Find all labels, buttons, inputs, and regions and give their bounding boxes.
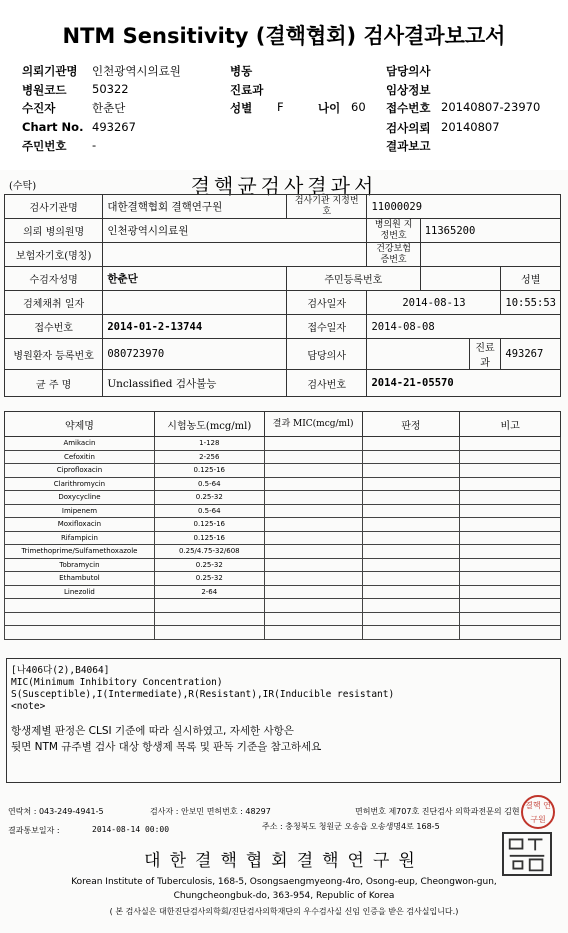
species-label: 균 주 명 [5,370,103,397]
drug-row [5,612,561,626]
patient-name-label: 수검자성명 [5,267,103,291]
drug-table [4,411,561,640]
drug-row [5,572,561,586]
hdr-doctor-label: 담당의사 [386,64,431,78]
insured-value [103,243,367,267]
hospital-label: 의뢰 병의원명 [5,219,103,243]
hdr-chart-value: 493267 [92,120,136,134]
drug-remark [460,599,561,613]
hdr-patient-value: 한춘단 [92,101,126,115]
drug-name: Moxifloxacin [5,518,155,532]
receipt-no-label: 접수번호 [5,315,103,339]
reg-no-value: 080723970 [103,339,287,370]
hdr-rrn-value: - [92,138,97,152]
drug-remark [460,450,561,464]
receipt-no-value: 2014-01-2-13744 [103,315,287,339]
note-reference: 뒷면 NTM 규주별 검사 대상 항생제 목록 및 판독 기준을 참고하세요 [11,741,322,753]
hdr-requester-value: 인천광역시의료원 [92,64,181,78]
drug-mic [264,450,362,464]
drug-remark [460,626,561,640]
drug-remark [460,477,561,491]
drug-range: 0.125-16 [154,531,264,545]
drug-judgement [362,437,460,451]
notes-box [6,658,561,783]
reg-no-label: 병원환자 등록번호 [5,339,103,370]
drug-mic [264,626,362,640]
drug-judgement [362,464,460,478]
note-clsi: 항생제별 판정은 CLSI 기준에 따라 실시하였고, 자세한 사항은 [11,725,294,737]
test-no-label: 검사번호 [286,370,367,397]
lab-no-label: 검사기관 지정번호 [286,195,367,219]
hdr-hospcode-label: 병원코드 [22,83,67,97]
test-time-value: 10:55:53 [501,291,561,315]
certification-note: ( 본 검사실은 대한진단검사의학회/진단검사의학재단의 우수검사실 신임 인증을 받은 검사실입니다.) [109,907,459,916]
drug-judgement [362,558,460,572]
drug-row [5,437,561,451]
drug-name [5,626,155,640]
drug-mic [264,558,362,572]
institute-address-en-2: Chungcheongbuk-do, 363-954, Republic of Korea [173,891,395,901]
drug-row [5,585,561,599]
drug-remark [460,518,561,532]
drug-row [5,518,561,532]
drug-row [5,599,561,613]
rrn-value [420,267,501,291]
drug-range: 0.25-32 [154,491,264,505]
range-col-header: 시험농도(mcg/ml) [154,412,264,437]
drug-row [5,626,561,640]
footer-specialist: 면허번호 제707호 진단검사 의학과전문의 김현 [355,807,520,816]
drug-judgement [362,612,460,626]
drug-mic [264,599,362,613]
drug-judgement [362,572,460,586]
collect-date-value [103,291,287,315]
test-no-value: 2014-21-05570 [367,370,561,397]
drug-mic [264,612,362,626]
lab-name-label: 검사기관명 [5,195,103,219]
drug-mic [264,518,362,532]
drug-judgement [362,518,460,532]
drug-mic [264,572,362,586]
drug-mic [264,531,362,545]
drug-range: 1-128 [154,437,264,451]
hdr-sex-label: 성별 [230,101,253,115]
drug-range: 2-256 [154,450,264,464]
note-code: [나406다(2),B4064] [11,665,110,676]
drug-name: Cefoxitin [5,450,155,464]
drug-remark [460,464,561,478]
drug-mic [264,545,362,559]
drug-row [5,504,561,518]
drug-row [5,545,561,559]
drug-judgement [362,504,460,518]
drug-name: Trimethoprime/Sulfamethoxazole [5,545,155,559]
mic-col-header: 결과 MIC(mcg/ml) [264,412,362,437]
official-stamp [502,832,552,876]
dept-label: 진료과 [469,339,501,370]
doctor-value [367,339,469,370]
lab-name-value: 대한결핵협회 결핵연구원 [103,195,287,219]
drug-range: 0.25-32 [154,572,264,586]
hdr-ward-label: 병동 [230,64,253,78]
footer-inspector: 검사자 : 안보민 면허번호 : 48297 [150,807,271,816]
receipt-date-label: 접수일자 [286,315,367,339]
drug-name: Imipenem [5,504,155,518]
footer-address-kr: 주소 : 충청북도 청원군 오송읍 오송생명4로 168-5 [262,822,440,831]
drug-remark [460,612,561,626]
drug-range: 0.5-64 [154,477,264,491]
red-seal: 결핵 연구원 [521,795,555,829]
drug-col-header: 약제명 [5,412,155,437]
lab-no-value: 11000029 [367,195,561,219]
remark-col-header: 비고 [460,412,561,437]
insured-label: 보험자기호(명칭) [5,243,103,267]
hdr-receipt-value: 20140807-23970 [441,100,541,114]
receipt-date-value: 2014-08-08 [367,315,561,339]
drug-name [5,612,155,626]
hdr-hospcode-value: 50322 [92,82,129,96]
drug-name: Amikacin [5,437,155,451]
footer-report-date-label: 결과통보일자 : [8,826,60,835]
drug-row [5,450,561,464]
drug-mic [264,504,362,518]
drug-judgement [362,626,460,640]
drug-name: Doxycycline [5,491,155,505]
hdr-age-label: 나이 [318,101,341,115]
hdr-request-label: 검사의뢰 [386,121,431,135]
drug-range: 0.5-64 [154,504,264,518]
doc-title: 결핵균검사결과서 [190,174,378,198]
hdr-clinical-label: 임상정보 [386,83,431,97]
drug-judgement [362,531,460,545]
note-tag: <note> [11,701,46,712]
drug-mic [264,477,362,491]
drug-name: Clarithromycin [5,477,155,491]
drug-remark [460,545,561,559]
drug-row [5,491,561,505]
drug-range: 0.25/4.75-32/608 [154,545,264,559]
drug-range: 0.125-16 [154,464,264,478]
patient-name-value: 한춘단 [103,267,287,291]
test-date-value: 2014-08-13 [367,291,501,315]
doctor-label: 담당의사 [286,339,367,370]
drug-range [154,599,264,613]
drug-remark [460,504,561,518]
drug-mic [264,437,362,451]
drug-range: 0.25-32 [154,558,264,572]
hdr-sex-value: F [277,100,284,114]
drug-name: Linezolid [5,585,155,599]
drug-judgement [362,491,460,505]
consign-label: (수탁) [9,181,37,192]
drug-row [5,464,561,478]
drug-mic [264,585,362,599]
drug-range [154,612,264,626]
drug-range: 0.125-16 [154,518,264,532]
drug-judgement [362,545,460,559]
drug-name: Rifampicin [5,531,155,545]
note-mic: MIC(Minimum Inhibitory Concentration) [11,677,223,688]
hospital-no-label: 병의원 지정번호 [367,219,420,243]
hdr-result-label: 결과보고 [386,139,431,153]
note-legend: S(Susceptible),I(Intermediate),R(Resistant),IR(Inducible resistant) [11,689,395,700]
hdr-dept-label: 진료과 [230,83,264,97]
drug-name: Ethambutol [5,572,155,586]
drug-remark [460,585,561,599]
drug-mic [264,491,362,505]
rrn-label: 주민등록번호 [286,267,420,291]
drug-name: Tobramycin [5,558,155,572]
hospital-no-value: 11365200 [420,219,560,243]
info-table [4,194,561,397]
drug-name: Ciprofloxacin [5,464,155,478]
hospital-value: 인천광역시의료원 [103,219,367,243]
drug-name [5,599,155,613]
drug-remark [460,531,561,545]
footer-report-date: 2014-08-14 00:00 [92,825,170,834]
drug-row [5,531,561,545]
drug-judgement [362,477,460,491]
sex-label: 성별 [501,267,561,291]
drug-remark [460,491,561,505]
drug-judgement [362,599,460,613]
test-date-label: 검사일자 [286,291,367,315]
institute-name-kr: 대한결핵협회결핵연구원 [144,851,424,871]
hdr-request-value: 20140807 [441,120,500,134]
drug-range [154,626,264,640]
drug-row [5,477,561,491]
judgement-col-header: 판정 [362,412,460,437]
hdr-chart-label: Chart No. [22,120,84,134]
collect-date-label: 검체채취 일자 [5,291,103,315]
dept-value: 493267 [501,339,561,370]
drug-judgement [362,585,460,599]
drug-remark [460,572,561,586]
hdr-patient-label: 수진자 [22,101,56,115]
insurance-no-value [420,243,560,267]
footer-contact: 연락처 : 043-249-4941-5 [8,807,104,816]
hdr-receipt-label: 접수번호 [386,101,431,115]
insurance-no-label: 건강보험 증번호 [367,243,420,267]
hdr-age-value: 60 [351,100,366,114]
drug-remark [460,437,561,451]
hdr-rrn-label: 주민번호 [22,139,67,153]
species-value: Unclassified 검사불능 [103,370,287,397]
institute-address-en-1: Korean Institute of Tuberculosis, 168-5, Osongsaengmyeong-4ro, Osong-eup, Cheongwon-gun, [71,877,497,887]
drug-row [5,558,561,572]
drug-judgement [362,450,460,464]
drug-remark [460,558,561,572]
hdr-requester-label: 의뢰기관명 [22,64,78,78]
drug-mic [264,464,362,478]
report-title: NTM Sensitivity (결핵협회) 검사결과보고서 [62,24,506,48]
drug-range: 2-64 [154,585,264,599]
